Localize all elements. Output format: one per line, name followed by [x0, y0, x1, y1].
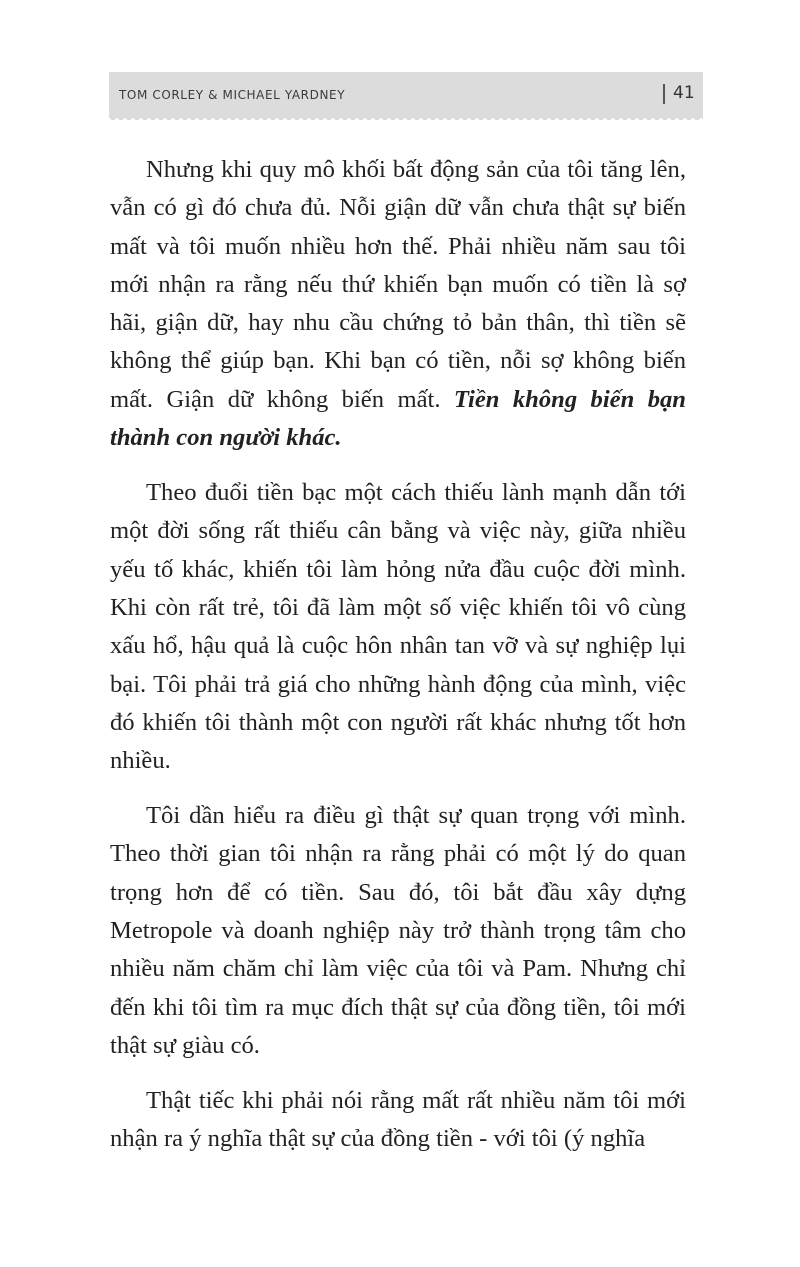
- page-body: [110, 151, 686, 1175]
- paragraph-2: [110, 474, 686, 780]
- paragraph-2-text: Theo đuổi tiền bạc một cách thiếu lành mạnh dẫn tới một đời sống rất thiếu cân bằng và việc này, giữa nhiều yếu tố khác, khiến tôi làm hỏng nửa đầu cuộc đời mình. Khi còn rất trẻ, tôi đã làm một số việc khiến tôi vô cùng xấu hổ, hậu quả là cuộc hôn nhân tan vỡ và sự nghiệp lụi bại. Tôi phải trả giá cho những hành động của mình, việc đó khiến tôi thành một con người rất khác nhưng tốt hơn nhiều.: [110, 479, 686, 775]
- paragraph-1: [110, 151, 686, 457]
- header-authors: TOM CORLEY & MICHAEL YARDNEY: [119, 88, 346, 102]
- paragraph-1-text: Nhưng khi quy mô khối bất động sản của tôi tăng lên, vẫn có gì đó chưa đủ. Nỗi giận dữ vẫn chưa thật sự biến mất và tôi muốn nhiều hơn thế. Phải nhiều năm sau tôi mới nhận ra rằng nếu thứ khiến bạn muốn có tiền là sợ hãi, giận dữ, hay nhu cầu chứng tỏ bản thân, thì tiền sẽ không thể giúp bạn. Khi bạn có tiền, nỗi sợ không biến mất. Giận dữ không biến mất.: [110, 156, 686, 413]
- paragraph-3-text: Tôi dần hiểu ra điều gì thật sự quan trọng với mình. Theo thời gian tôi nhận ra rằng phải có một lý do quan trọng hơn để có tiền. Sau đó, tôi bắt đầu xây dựng Metropole và doanh nghiệp này trở thành trọng tâm cho nhiều năm chăm chỉ làm việc của tôi và Pam. Nhưng chỉ đến khi tôi tìm ra mục đích thật sự của đồng tiền, tôi mới thật sự giàu có.: [110, 802, 686, 1059]
- paragraph-1-emphasis: Tiền không biến bạn thành con người khác.: [110, 385, 686, 452]
- running-header: [109, 72, 703, 118]
- paragraph-3: [110, 797, 686, 1065]
- header-separator: [663, 84, 665, 104]
- paragraph-4-text: Thật tiếc khi phải nói rằng mất rất nhiều năm tôi mới nhận ra ý nghĩa thật sự của đồng tiền - với tôi (ý nghĩa: [110, 1086, 686, 1153]
- paragraph-4: [110, 1082, 686, 1159]
- page-number: 41: [673, 83, 695, 103]
